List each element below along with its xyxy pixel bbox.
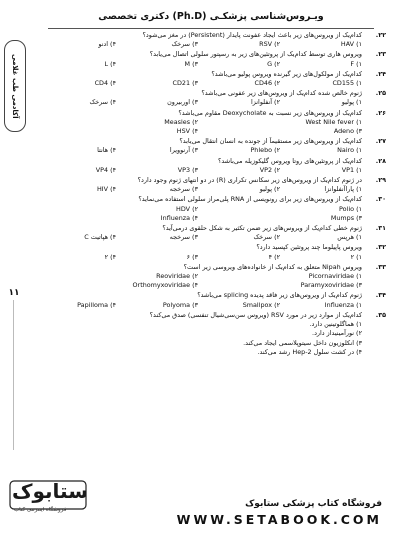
answer-option[interactable]: ۳) انکلوزیون داخل سیتوپلاسمی ایجاد می‌کند. — [243, 338, 362, 347]
question-item — [34, 291, 386, 309]
question-number: ۲۸. — [375, 156, 386, 165]
question-number: ۲۶. — [375, 108, 386, 117]
answer-option[interactable]: ۱) West Nile fever — [305, 117, 362, 126]
question-line — [34, 157, 386, 166]
side-tab-label: آکادمی طب غلامی — [11, 53, 19, 119]
question-text: کدام‌یک از ویروس‌های زیر مستقیماً از جونده به انسان انتقال می‌یابد؟ — [179, 137, 362, 146]
answer-option[interactable]: ۱) Polio — [339, 204, 362, 213]
question-options — [34, 60, 386, 69]
answer-option[interactable]: ۱) هماگلوتینین دارد. — [309, 320, 362, 329]
question-line — [34, 70, 386, 79]
answer-option[interactable]: ۳) VP3 — [177, 165, 198, 174]
question-options — [34, 79, 386, 88]
answer-option[interactable]: ۲) VP2 — [259, 165, 280, 174]
question-line — [34, 176, 386, 185]
question-options — [34, 233, 386, 242]
answer-option[interactable]: ۱) هرپس — [337, 233, 362, 242]
answer-option[interactable]: ۱) F — [350, 59, 362, 68]
question-line — [34, 31, 386, 40]
question-item — [34, 137, 386, 155]
question-number: ۲۵. — [375, 89, 386, 98]
question-text: کدام‌یک از ویروس‌های زیر نسبت به Deoxycholate مقاوم می‌باشد؟ — [178, 108, 362, 117]
answer-option[interactable]: ۴) HSV — [176, 127, 198, 136]
answer-option[interactable]: ۴) هپاتیت C — [84, 233, 116, 242]
answer-option[interactable]: ۲) نورآمینیداز دارد. — [312, 329, 362, 338]
answer-option[interactable]: ۳) ۶ — [186, 252, 198, 261]
question-options — [34, 301, 386, 310]
logo-text: ستابوک — [12, 479, 88, 503]
answer-option[interactable]: ۳) Adeno — [333, 127, 362, 136]
questions-list — [34, 31, 386, 455]
answer-option[interactable]: ۲) CD46 — [254, 79, 280, 88]
answer-option[interactable]: ۴) HIV — [96, 185, 116, 194]
logo-subtitle: فروشگاه اینترنتی کتاب — [14, 507, 67, 513]
question-options — [34, 185, 386, 194]
question-text: در ژنوم کدام‌یک از ویروس‌های زیر سکانس تکراری (R) در دو انتهای ژنوم وجود دارد؟ — [137, 176, 362, 185]
question-line — [34, 137, 386, 146]
question-number: ۳۵. — [375, 310, 386, 319]
answer-option[interactable]: ۱) VP1 — [341, 165, 362, 174]
question-options — [34, 320, 386, 357]
question-number: ۲۴. — [375, 69, 386, 78]
side-divider — [13, 300, 14, 450]
answer-option[interactable]: ۲) Phlebo — [250, 146, 280, 155]
question-options — [34, 253, 386, 262]
question-item — [34, 31, 386, 49]
answer-option[interactable]: ۴) CD4 — [94, 79, 116, 88]
question-text: ژنوم کدام‌یک از ویروس‌های زیر فاقد پدیده splicing می‌باشد؟ — [197, 291, 362, 300]
question-item — [34, 224, 386, 242]
question-item — [34, 263, 386, 291]
answer-option[interactable]: ۳) سرخک — [171, 40, 198, 49]
answer-option[interactable]: ۴) VP4 — [95, 165, 116, 174]
question-item — [34, 176, 386, 194]
question-item — [34, 157, 386, 175]
question-number: ۲۷. — [375, 137, 386, 146]
answer-option[interactable]: ۳) Polyoma — [162, 300, 198, 309]
question-line — [34, 291, 386, 300]
question-options — [34, 98, 386, 107]
answer-option[interactable]: ۴) Influenza — [160, 213, 198, 222]
question-line — [34, 109, 386, 118]
answer-option[interactable]: ۲) G — [267, 59, 280, 68]
question-text: ویروس هاری توسط کدام‌یک از پروتئین‌های زیر به رسپتور سلولی اتصال می‌یابد؟ — [149, 50, 362, 59]
question-number: ۳۴. — [375, 291, 386, 300]
answer-option[interactable]: ۲) Measles — [164, 117, 198, 126]
answer-option[interactable]: ۲) پولیو — [259, 185, 280, 194]
question-line — [34, 311, 386, 320]
question-item — [34, 70, 386, 88]
question-text: کدام‌یک از موارد زیر در مورد RSV (ویروس سن‌سی‌شیال تنفسی) صدق می‌کند؟ — [149, 310, 362, 319]
answer-option[interactable]: ۲) ۴ — [268, 252, 280, 261]
question-number: ۳۳. — [375, 262, 386, 271]
header-title: دکتری تخصصی (Ph.D) ویـروس‌شناسی پزشکـی — [98, 11, 324, 22]
answer-option[interactable]: ۱) HAV — [340, 40, 362, 49]
store-url[interactable]: WWW.SETABOOK.COM — [176, 512, 382, 527]
question-item — [34, 195, 386, 223]
side-tab — [4, 40, 26, 132]
page-header — [48, 6, 374, 29]
answer-option[interactable]: ۳) Paramyxoviridae — [300, 281, 362, 290]
question-text: کدام‌یک از مولکول‌های زیر گیرنده ویروس پولیو می‌باشد؟ — [211, 69, 362, 78]
store-name: فروشگاه کتاب پزشکی ستابوک — [245, 499, 382, 509]
question-text: ویروس Nipah متعلق به کدام‌یک از خانواده‌های ویروسی زیر است؟ — [183, 262, 362, 271]
question-item — [34, 89, 386, 107]
answer-option[interactable]: ۲) سرخک — [253, 233, 280, 242]
answer-option[interactable]: ۲) Reoviridae — [156, 272, 198, 281]
question-number: ۳۱. — [375, 224, 386, 233]
answer-option[interactable]: ۴) Papilloma — [77, 300, 116, 309]
answer-option[interactable]: ۲) آنفلوانزا — [250, 98, 280, 107]
question-number: ۳۲. — [375, 243, 386, 252]
answer-option[interactable]: ۴) هانتا — [97, 146, 116, 155]
question-line — [34, 263, 386, 272]
question-text: کدام‌یک از ویروس‌های زیر باعث ایجاد عفونت پایدار (Persistent) در مغز می‌شود؟ — [142, 31, 362, 39]
answer-option[interactable]: ۲) HDV — [176, 204, 198, 213]
question-line — [34, 224, 386, 233]
question-text: ژنوم خطی کدام‌یک از ویروس‌های زیر ضمن تکثیر به شکل حلقوی درمی‌آید؟ — [162, 224, 362, 233]
answer-option[interactable]: ۱) CD155 — [332, 79, 362, 88]
answer-option[interactable]: ۴) Orthomyxoviridae — [132, 281, 198, 290]
answer-option[interactable]: ۳) سرخجه — [169, 233, 198, 242]
answer-option[interactable]: ۱) Picornaviridae — [308, 272, 362, 281]
question-options — [34, 40, 386, 49]
answer-option[interactable]: ۱) ۲ — [350, 252, 362, 261]
question-options — [34, 166, 386, 175]
answer-option[interactable]: ۳) آرنوویرا — [169, 146, 198, 155]
question-text: ژنوم خالص شده کدام‌یک از ویروس‌های زیر عفونی می‌باشد؟ — [201, 89, 362, 98]
question-number: ۲۳. — [375, 50, 386, 59]
answer-option[interactable]: ۴) در کشت سلول Hep-2 رشد می‌کند. — [257, 347, 362, 356]
question-line — [34, 50, 386, 59]
question-text: ویروس پاپیلوما چند پروتئین کپسید دارد؟ — [256, 243, 362, 252]
answer-option[interactable]: ۱) پولیو — [341, 98, 362, 107]
question-item — [34, 243, 386, 261]
question-number: ۲۹. — [375, 176, 386, 185]
question-options — [34, 146, 386, 155]
answer-option[interactable]: ۱) پاراآنفلوانزا — [324, 185, 362, 194]
question-line — [34, 89, 386, 98]
answer-option[interactable]: ۱) Nairo — [337, 146, 362, 155]
answer-option[interactable]: ۳) Mumps — [330, 213, 362, 222]
question-number: ۲۲. — [375, 31, 386, 39]
answer-option[interactable]: ۴) L — [104, 59, 116, 68]
answer-option[interactable]: ۳) CD21 — [172, 79, 198, 88]
answer-option[interactable]: ۴) ۲ — [104, 252, 116, 261]
answer-option[interactable]: ۳) سرخجه — [169, 185, 198, 194]
question-line — [34, 195, 386, 204]
page-number: ۱۱ — [8, 288, 20, 298]
answer-option[interactable]: ۳) M — [184, 59, 198, 68]
setabook-logo — [8, 475, 88, 525]
answer-option[interactable]: ۲) Smallpox — [242, 300, 280, 309]
question-options — [34, 272, 386, 290]
question-item — [34, 311, 386, 357]
question-text: کدام‌یک از ویروس‌های زیر برای رونویسی از RNA پلی‌مراز سلولی استفاده می‌نماید؟ — [138, 195, 362, 204]
answer-option[interactable]: ۲) RSV — [259, 40, 280, 49]
question-item — [34, 50, 386, 68]
answer-option[interactable]: ۴) سرخک — [89, 98, 116, 107]
question-number: ۳۰. — [375, 195, 386, 204]
question-text: کدام‌یک از پروتئین‌های روتا ویروس گلیکوزیله می‌باشد؟ — [218, 156, 362, 165]
answer-option[interactable]: ۱) Influenza — [324, 300, 362, 309]
answer-option[interactable]: ۴) ادنو — [98, 40, 116, 49]
answer-option[interactable]: ۳) اوربیرون — [167, 98, 198, 107]
question-options — [34, 205, 386, 223]
question-options — [34, 118, 386, 136]
question-item — [34, 109, 386, 137]
question-line — [34, 243, 386, 252]
